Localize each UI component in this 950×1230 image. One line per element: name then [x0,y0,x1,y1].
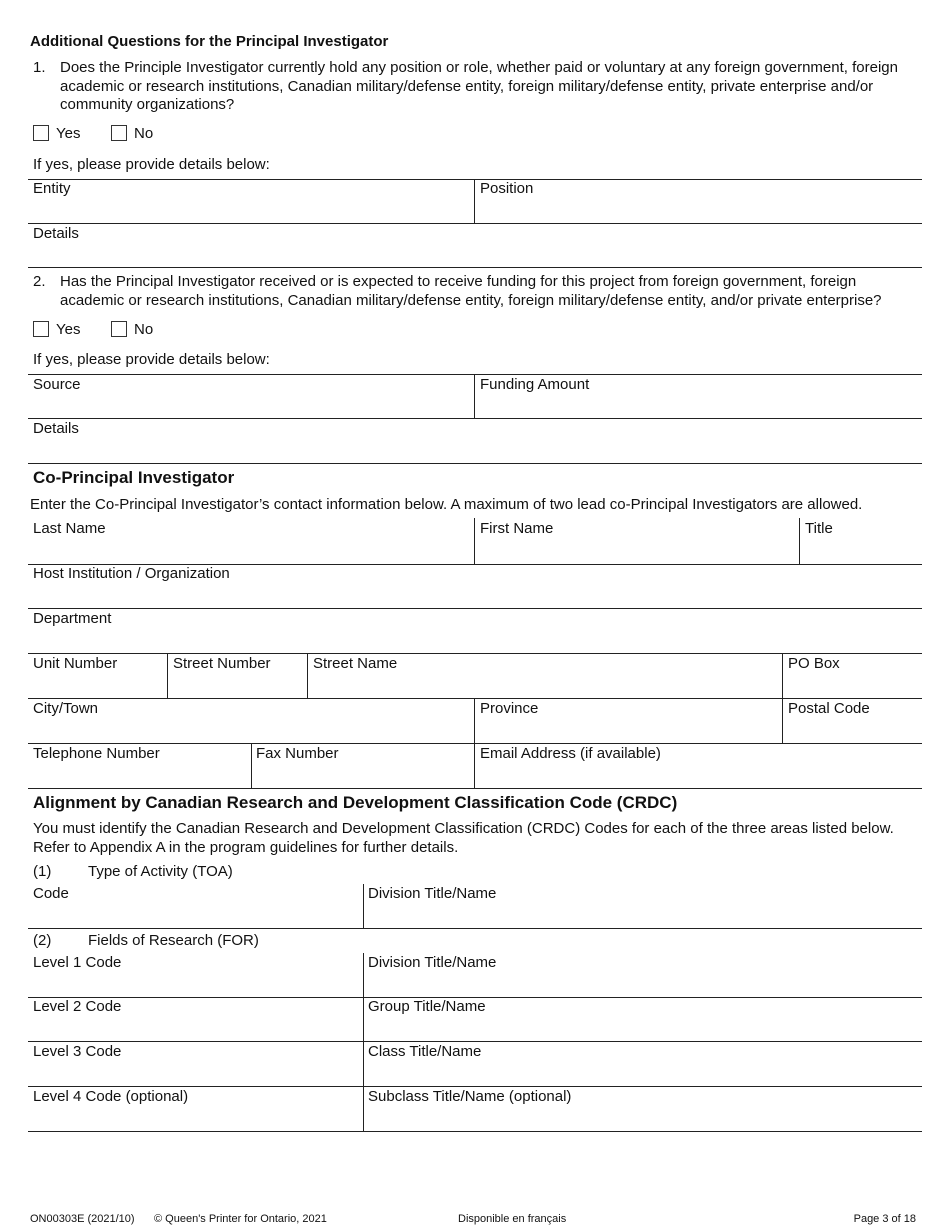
q2-no-label: No [134,321,154,338]
for-title: Fields of Research (FOR) [88,932,259,949]
section-heading-crdc: Alignment by Canadian Research and Development Classification Code (CRDC) [33,793,678,812]
q1-entity-field[interactable] [28,180,474,223]
fax-label: Fax Number [256,745,339,762]
telephone-label: Telephone Number [33,745,160,762]
for-class-label: Class Title/Name [368,1043,482,1060]
q1-entity-label: Entity [33,180,71,197]
divider [28,267,922,268]
q1-position-label: Position [480,180,534,197]
divider [28,928,922,929]
for-number: (2) [33,932,52,949]
for-level3-label: Level 3 Code [33,1043,122,1060]
q1-details-prompt: If yes, please provide details below: [33,156,270,173]
q1-yes-label: Yes [56,125,81,142]
toa-division-label: Division Title/Name [368,885,497,902]
host-institution-label: Host Institution / Organization [33,565,230,582]
unit-number-label: Unit Number [33,655,118,672]
for-group-label: Group Title/Name [368,998,486,1015]
for-level4-label: Level 4 Code (optional) [33,1088,189,1105]
divider [28,788,922,789]
question-1-text: Does the Principle Investigator currently hold any position or role, whether paid or voluntary at any foreign government, foreign academic or research institutions, Canadian military/defense entity, foreign military/defense entity, private enterprise and/or community organizations? [60,59,898,113]
q1-details-field[interactable] [28,224,922,267]
q2-no-checkbox[interactable] [111,321,127,337]
crdc-intro: You must identify the Canadian Research and Development Classification (CRDC) Codes for each of the three areas listed below. Refer to Appendix A in the program guidelines for further details. [33,820,894,856]
divider [28,1131,922,1132]
co-pi-intro: Enter the Co-Principal Investigator’s contact information below. A maximum of two lead co-Principal Investigators are allowed. [30,496,863,513]
province-label: Province [480,700,539,717]
for-level1-label: Level 1 Code [33,954,122,971]
q2-source-label: Source [33,376,81,393]
question-2-text: Has the Principal Investigator received or is expected to receive funding for this project from foreign government, foreign academic or research institutions, Canadian military/defense entity, foreign military/defense entity, and/or private enterprise? [60,273,882,309]
footer-form-id: ON00303E (2021/10) [30,1213,135,1225]
q1-details-label: Details [33,225,79,242]
toa-code-label: Code [33,885,69,902]
toa-code-field[interactable] [28,884,363,928]
question-1-number: 1. [33,59,46,76]
section-heading-co-pi: Co-Principal Investigator [33,468,235,487]
postal-code-label: Postal Code [788,700,870,717]
street-name-label: Street Name [313,655,398,672]
q1-no-label: No [134,125,154,142]
title-label: Title [805,520,833,537]
email-label: Email Address (if available) [480,745,661,762]
last-name-label: Last Name [33,520,106,537]
q1-yes-checkbox[interactable] [33,125,49,141]
q2-yes-checkbox[interactable] [33,321,49,337]
q1-position-field[interactable] [475,180,922,223]
first-name-label: First Name [480,520,554,537]
street-number-label: Street Number [173,655,271,672]
q2-details-label: Details [33,420,79,437]
department-label: Department [33,610,112,627]
footer-french-link[interactable]: Disponible en français [458,1213,567,1225]
toa-title: Type of Activity (TOA) [88,863,233,880]
footer-page-number: Page 3 of 18 [853,1213,916,1225]
footer-copyright: © Queen's Printer for Ontario, 2021 [154,1213,327,1225]
q1-no-checkbox[interactable] [111,125,127,141]
q2-details-prompt: If yes, please provide details below: [33,351,270,368]
for-subclass-label: Subclass Title/Name (optional) [368,1088,572,1105]
q2-funding-amount-label: Funding Amount [480,376,590,393]
department-field[interactable] [28,609,922,653]
q2-yes-label: Yes [56,321,81,338]
toa-number: (1) [33,863,52,880]
q2-details-field[interactable] [28,419,922,463]
city-label: City/Town [33,700,99,717]
q2-source-field[interactable] [28,375,474,418]
divider [28,463,922,464]
for-division-label: Division Title/Name [368,954,497,971]
question-2-number: 2. [33,273,46,290]
for-level2-label: Level 2 Code [33,998,122,1015]
po-box-label: PO Box [788,655,840,672]
section-heading-additional-questions: Additional Questions for the Principal Investigator [30,33,389,50]
